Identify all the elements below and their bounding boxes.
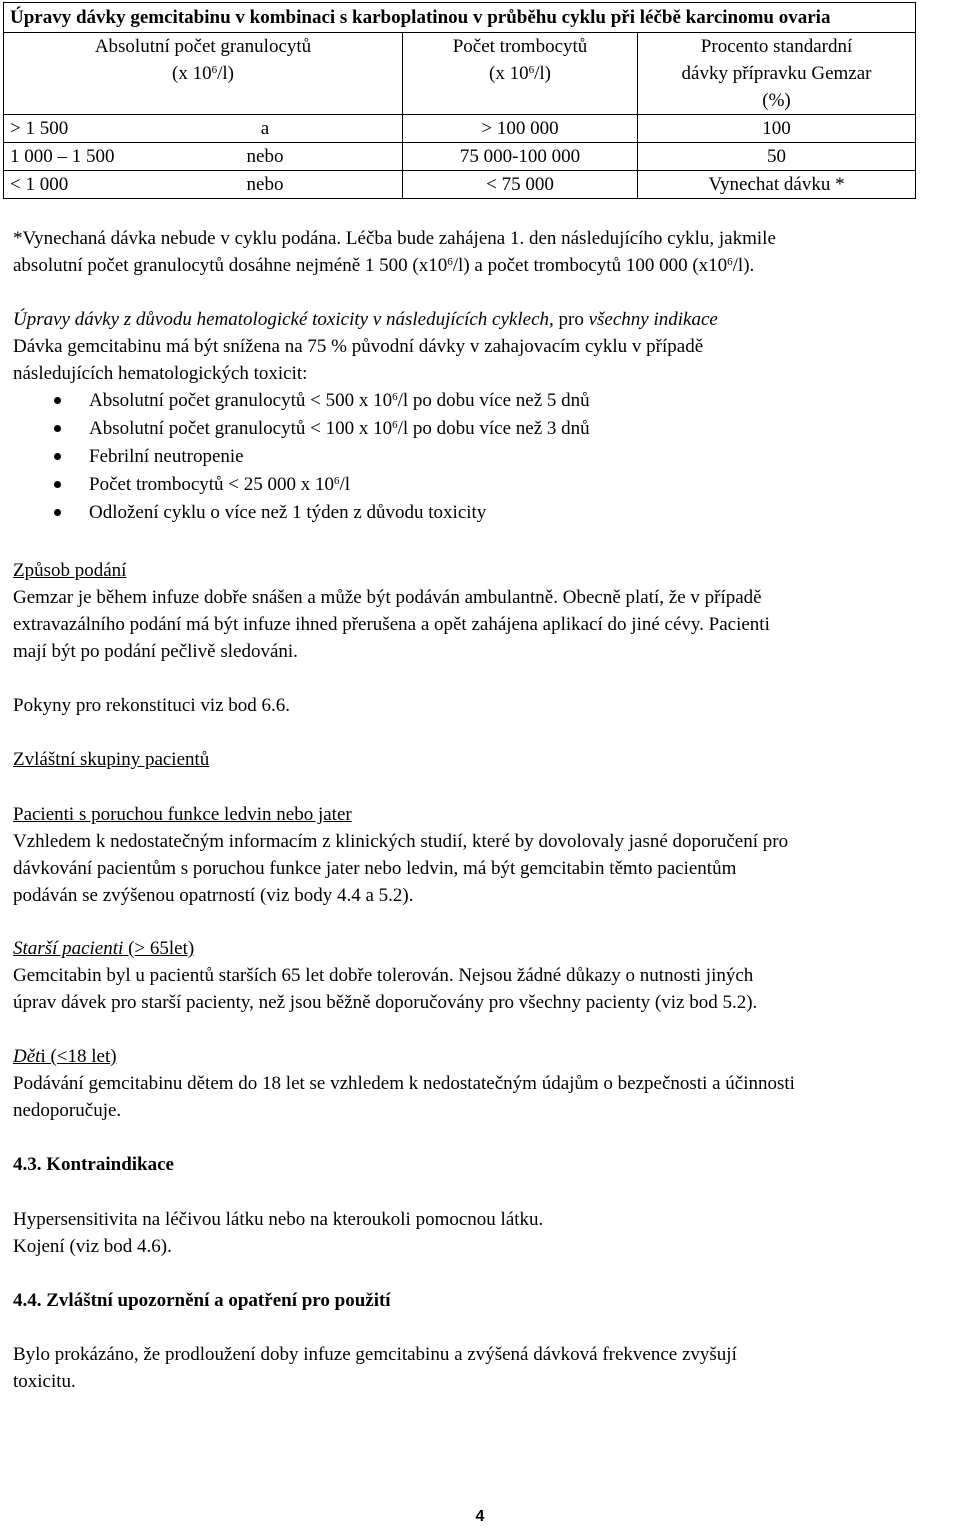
children-section: Děti (<18 let) Podávání gemcitabinu dětem do 18 let se vzhledem k nedostatečným údajům o bezpečnosti a účinnosti nedoporučuje. xyxy=(13,1043,958,1124)
header-percent: Procento standardní dávky přípravku Gemzar (%) xyxy=(638,33,916,115)
hematologic-toxicity-section: Úpravy dávky z důvodu hematologické toxicity v následujících cyklech, pro všechny indikace Dávka gemcitabinu má být snížena na 75 % původní dávky v zahajovacím cyklu v případě následujících hematologických toxicit: Absolutní počet granulocytů < 500 x $10^6/l$ po dobu více než 5 dnů Absolutní počet granulocytů < 100 x $10^6/l$ po dobu více než 3 dnů Febrilní neutropenie Počet trombocytů < 25 000 x $10^6/l$ Odložení cyklu o více než 1 týden z důvodu toxicity xyxy=(13,306,958,527)
bullet-icon xyxy=(54,425,61,432)
cell-platelets: < 75 000 xyxy=(403,171,638,199)
section-heading: Děti (<18 let) xyxy=(13,1046,117,1067)
section-heading: Starší pacienti (> 65let) xyxy=(13,938,195,959)
cell-granulocytes: 1 000 – 1 500 nebo xyxy=(4,143,403,171)
cell-granulocytes: > 1 500 a xyxy=(4,115,403,143)
header-granulocytes: Absolutní počet granulocytů (x $10^6/l$) xyxy=(4,33,403,115)
table-caption: Úpravy dávky gemcitabinu v kombinaci s karboplatinou v průběhu cyklu při léčbě karcinomu ovaria xyxy=(4,3,916,33)
bullet-icon xyxy=(54,509,61,516)
contraindications-text: Hypersensitivita na léčivou látku nebo na kteroukoli pomocnou látku. Kojení (viz bod 4.6). xyxy=(13,1209,544,1257)
table-row xyxy=(4,143,916,171)
cell-percent: Vynechat dávku * xyxy=(638,171,916,199)
list-item: Absolutní počet granulocytů < 100 x $10^6/l$ po dobu více než 3 dnů xyxy=(13,415,958,443)
cell-percent: 100 xyxy=(638,115,916,143)
section-title: Úpravy dávky z důvodu hematologické toxicity v následujících cyklech, pro všechny indikace xyxy=(13,309,718,330)
table-footnote: *Vynechaná dávka nebude v cyklu podána. Léčba bude zahájena 1. den následujícího cyklu, jakmile absolutní počet granulocytů dosáhne nejméně 1 500 $(x10^6/l)$ a počet trombocytů 100 000 $(x10^6/l)$. xyxy=(13,228,776,276)
table-row xyxy=(4,171,916,199)
warnings-heading: 4.4. Zvláštní upozornění a opatření pro použití xyxy=(13,1290,391,1311)
page-number: 4 xyxy=(475,1508,485,1525)
bullet-icon xyxy=(54,481,61,488)
table-row xyxy=(4,115,916,143)
section-heading: Pacienti s poruchou funkce ledvin nebo jater xyxy=(13,804,352,825)
header-platelets: Počet trombocytů (x $10^6/l$) xyxy=(403,33,638,115)
list-item: Febrilní neutropenie xyxy=(13,443,958,471)
list-item: Počet trombocytů < 25 000 x $10^6/l$ xyxy=(13,471,958,499)
cell-granulocytes: < 1 000 nebo xyxy=(4,171,403,199)
table-header-row xyxy=(4,33,916,115)
cell-percent: 50 xyxy=(638,143,916,171)
administration-section: Způsob podání Gemzar je během infuze dobře snášen a může být podáván ambulantně. Obecně platí, že v případě extravazálního podání má být infuze ihned přerušena a opět zahájena aplikací do jiné cévy. Pacienti mají být po podání pečlivě sledováni. xyxy=(13,557,958,665)
contraindications-heading: 4.3. Kontraindikace xyxy=(13,1154,174,1175)
bullet-icon xyxy=(54,453,61,460)
warnings-text: Bylo prokázáno, že prodloužení doby infuze gemcitabinu a zvýšená dávková frekvence zvyšují toxicitu. xyxy=(13,1344,737,1392)
list-item: Absolutní počet granulocytů < 500 x $10^6/l$ po dobu více než 5 dnů xyxy=(13,387,958,415)
cell-platelets: 75 000-100 000 xyxy=(403,143,638,171)
cell-platelets: > 100 000 xyxy=(403,115,638,143)
elderly-section: Starší pacienti (> 65let) Gemcitabin byl u pacientů starších 65 let dobře tolerován. Nejsou žádné důkazy o nutnosti jiných úprav dávek pro starší pacienty, než jsou běžně doporučovány pro všechny pacienty (viz bod 5.2). xyxy=(13,935,958,1016)
special-populations-heading: Zvláštní skupiny pacientů xyxy=(13,749,210,770)
renal-hepatic-section: Pacienti s poruchou funkce ledvin nebo jater Vzhledem k nedostatečným informacím z klinických studií, které by dovolovaly jasné doporučení pro dávkování pacientům s poruchou funkce jater nebo ledvin, má být gemcitabin těmto pacientům podáván se zvýšenou opatrností (viz body 4.4 a 5.2). xyxy=(13,801,958,909)
reconstitution-note: Pokyny pro rekonstituci viz bod 6.6. xyxy=(13,695,291,716)
bullet-icon xyxy=(54,397,61,404)
list-item: Odložení cyklu o více než 1 týden z důvodu toxicity xyxy=(13,499,958,527)
section-heading: Způsob podání xyxy=(13,560,127,581)
toxicity-list xyxy=(13,387,958,527)
dose-adjustment-table xyxy=(3,2,916,199)
